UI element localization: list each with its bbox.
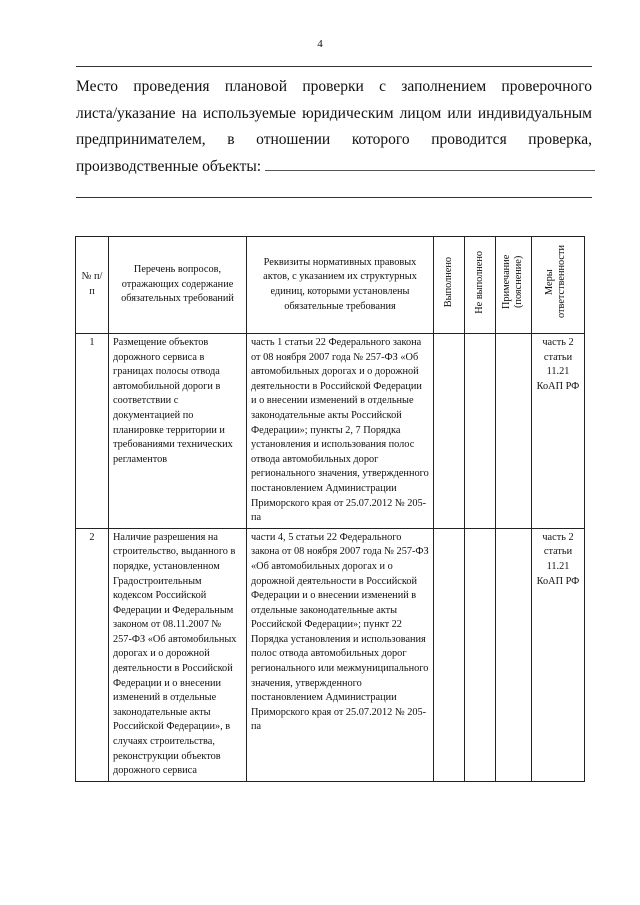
table-row <box>76 528 585 781</box>
checklist-table <box>75 236 585 782</box>
header-not-done <box>465 237 496 334</box>
row-2-question: Наличие разрешения на строительство, выданного в порядке, установленном Градостроительным кодексом Российской Федерации и Федеральным законом от 08.11.2007 № 257-ФЗ «Об автомобильных дорогах и о дорожной деятельности в Российской Федерации и о внесении изменений в отдельные законодательные акты Российской Федерации», в случаях строительства, реконструкции объектов дорожного сервиса <box>109 528 247 781</box>
row-2-measures: часть 2 статьи 11.21 КоАП РФ <box>532 528 585 781</box>
intro-paragraph <box>76 74 592 180</box>
row-2-requisites: части 4, 5 статьи 22 Федерального закона от 08 ноября 2007 года № 257-ФЗ «Об автомобильных дорогах и о дорожной деятельности в Российской Федерации и о внесении изменений в отдельные законодательные акты Российской Федерации»; пункт 22 Порядка установления и использования полос отвода автомобильных дорог регионального или межмуниципального значения, утвержденного постановлением Администрации Приморского края от 25.07.2012 № 205-па <box>247 528 434 781</box>
row-2-num: 2 <box>76 528 109 781</box>
intro-line-1: Место проведения плановой проверки с заполнением проверочного <box>76 78 592 95</box>
row-2-done[interactable] <box>434 528 465 781</box>
row-1-note[interactable] <box>496 334 532 529</box>
header-note <box>496 237 532 334</box>
intro-line-3: предпринимателем, в отношении которого проводится проверка, <box>76 131 592 148</box>
header-num: № п/п <box>76 237 109 334</box>
intro-line-4-text: производственные объекты: <box>76 157 262 175</box>
header-requisites: Реквизиты нормативных правовых актов, с указанием их структурных единиц, которыми установлены обязательные требования <box>247 237 434 334</box>
header-not-done-label: Не выполнено <box>474 250 485 314</box>
header-note-label: Примечание (пояснение) <box>500 255 524 310</box>
intro-line-2: листа/указание на используемые юридическим лицом или индивидуальным <box>76 104 592 122</box>
row-1-requisites: часть 1 статьи 22 Федерального закона от 08 ноября 2007 года № 257-ФЗ «Об автомобильных дорогах и о дорожной деятельности в Российской Федерации и о внесении изменений в отдельные законодательные акты Российской Федерации»; пункты 2, 7 Порядка установления и использования полос отвода автомобильных дорог регионального значения, утвержденного постановлением Администрации Приморского края от 25.07.2012 № 205-па <box>247 334 434 529</box>
row-2-note[interactable] <box>496 528 532 781</box>
table-row <box>76 334 585 529</box>
row-1-question: Размещение объектов дорожного сервиса в границах полосы отвода автомобильной дороги в соответствии с документацией по планировке территории и требованиями технических регламентов <box>109 334 247 529</box>
page-number: 4 <box>317 38 323 50</box>
top-rule <box>76 66 592 67</box>
row-1-done[interactable] <box>434 334 465 529</box>
row-1-num: 1 <box>76 334 109 529</box>
header-questions: Перечень вопросов, отражающих содержание обязательных требований <box>109 237 247 334</box>
header-measures-label: Меры ответственности <box>544 245 567 319</box>
row-2-not-done[interactable] <box>465 528 496 781</box>
row-1-measures: часть 2 статьи 11.21 КоАП РФ <box>532 334 585 529</box>
row-1-not-done[interactable] <box>465 334 496 529</box>
intro-line-4 <box>76 154 592 181</box>
header-done <box>434 237 465 334</box>
header-measures <box>532 237 585 334</box>
bottom-rule <box>76 197 592 198</box>
header-done-label: Выполнено <box>443 257 454 308</box>
table-header-row <box>76 237 585 334</box>
objects-fill-line[interactable] <box>265 158 595 171</box>
